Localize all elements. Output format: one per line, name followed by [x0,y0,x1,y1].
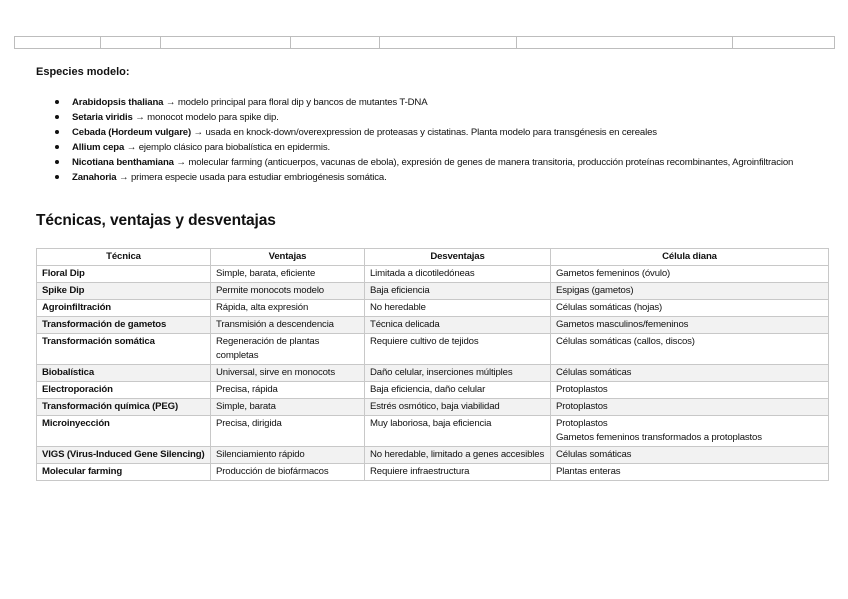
empty-table-row [14,36,835,49]
cell-desventajas: Estrés osmótico, baja viabilidad [365,399,551,416]
cell-desventajas: Baja eficiencia [365,283,551,300]
cell-celula-line: Protoplastos [556,418,608,429]
empty-cell [380,37,517,49]
table-row [37,365,829,382]
cell-tecnica: VIGS (Virus-Induced Gene Silencing) [37,447,211,464]
species-name: Arabidopsis thaliana [72,97,164,108]
cell-desventajas: Requiere infraestructura [365,464,551,481]
species-list [36,95,826,185]
cell-celula: Espigas (gametos) [551,283,829,300]
table-header-row [37,249,829,266]
list-item [36,95,826,110]
cell-tecnica: Transformación somática [37,334,211,365]
cell-celula: Gametos femeninos (óvulo) [551,266,829,283]
arrow-icon: → [165,97,176,108]
species-name: Cebada (Hordeum vulgare) [72,127,192,138]
cell-ventajas: Regeneración de plantas completas [211,334,365,365]
cell-desventajas: Limitada a dicotiledóneas [365,266,551,283]
cell-celula [551,416,829,447]
cell-ventajas: Universal, sirve en monocots [211,365,365,382]
cell-ventajas: Silenciamiento rápido [211,447,365,464]
cell-desventajas: Técnica delicada [365,317,551,334]
species-name: Setaria viridis [72,112,133,123]
list-item [36,110,826,125]
header-desventajas: Desventajas [365,249,551,266]
cell-tecnica: Agroinfiltración [37,300,211,317]
table-row [37,464,829,481]
table-row [37,416,829,447]
cell-desventajas: No heredable [365,300,551,317]
header-ventajas: Ventajas [211,249,365,266]
table-row [37,399,829,416]
cell-celula: Células somáticas (hojas) [551,300,829,317]
species-name: Allium cepa [72,142,125,153]
cell-celula: Plantas enteras [551,464,829,481]
cell-tecnica: Molecular farming [37,464,211,481]
cell-celula: Células somáticas [551,365,829,382]
arrow-icon: → [126,142,137,153]
cell-tecnica: Electroporación [37,382,211,399]
cell-ventajas: Precisa, rápida [211,382,365,399]
species-description: molecular farming (anticuerpos, vacunas de ebola), expresión de genes de manera transitoria, producción proteínas recombinantes, Agroinfiltracion [188,157,794,168]
cell-desventajas: Daño celular, inserciones múltiples [365,365,551,382]
cell-celula: Protoplastos [551,382,829,399]
techniques-table [36,248,829,481]
cell-tecnica: Biobalística [37,365,211,382]
cell-desventajas: Baja eficiencia, daño celular [365,382,551,399]
cell-tecnica: Spike Dip [37,283,211,300]
cell-desventajas: No heredable, limitado a genes accesibles [365,447,551,464]
cell-tecnica: Transformación química (PEG) [37,399,211,416]
species-description: modelo principal para floral dip y bancos de mutantes T-DNA [177,97,428,108]
cell-celula: Gametos masculinos/femeninos [551,317,829,334]
species-name: Zanahoria [72,172,117,183]
species-name: Nicotiana benthamiana [72,157,174,168]
cell-tecnica: Microinyección [37,416,211,447]
empty-cell [733,37,835,49]
cell-ventajas: Precisa, dirigida [211,416,365,447]
arrow-icon: → [176,157,186,168]
cell-desventajas: Requiere cultivo de tejidos [365,334,551,365]
cell-desventajas: Muy laboriosa, baja eficiencia [365,416,551,447]
cell-celula-line: Gametos femeninos transformados a protoplastos [556,432,762,443]
cell-celula: Protoplastos [551,399,829,416]
cell-celula: Células somáticas (callos, discos) [551,334,829,365]
cell-ventajas: Permite monocots modelo [211,283,365,300]
cell-ventajas: Transmisión a descendencia [211,317,365,334]
list-item [36,125,826,140]
species-description: primera especie usada para estudiar embriogénesis somática. [130,172,387,183]
empty-cell [101,37,161,49]
table-row [37,266,829,283]
cell-celula: Células somáticas [551,447,829,464]
empty-cell [161,37,291,49]
header-celula-diana: Célula diana [551,249,829,266]
table-row [37,382,829,399]
table-row [37,300,829,317]
empty-cell [291,37,380,49]
species-heading: Especies modelo: [36,66,130,78]
table-row [37,283,829,300]
table-row [37,447,829,464]
arrow-icon: → [119,172,129,183]
cell-tecnica: Transformación de gametos [37,317,211,334]
cell-ventajas: Rápida, alta expresión [211,300,365,317]
arrow-icon: → [135,112,145,123]
cell-tecnica: Floral Dip [37,266,211,283]
list-item [36,170,826,185]
cell-ventajas: Producción de biofármacos [211,464,365,481]
table-row [37,334,829,365]
cell-ventajas: Simple, barata [211,399,365,416]
header-tecnica: Técnica [37,249,211,266]
list-item [36,155,826,170]
empty-cell [15,37,101,49]
species-description: monocot modelo para spike dip. [147,112,279,123]
species-description: ejemplo clásico para biobalística en epidermis. [138,142,331,153]
cell-ventajas: Simple, barata, eficiente [211,266,365,283]
table-row [37,317,829,334]
arrow-icon: → [193,127,203,138]
list-item [36,140,826,155]
section-title: Técnicas, ventajas y desventajas [36,212,276,229]
species-description: usada en knock-down/overexpression de proteasas y cistatinas. Planta modelo para transgénesis en cereales [205,127,657,138]
empty-cell [517,37,733,49]
